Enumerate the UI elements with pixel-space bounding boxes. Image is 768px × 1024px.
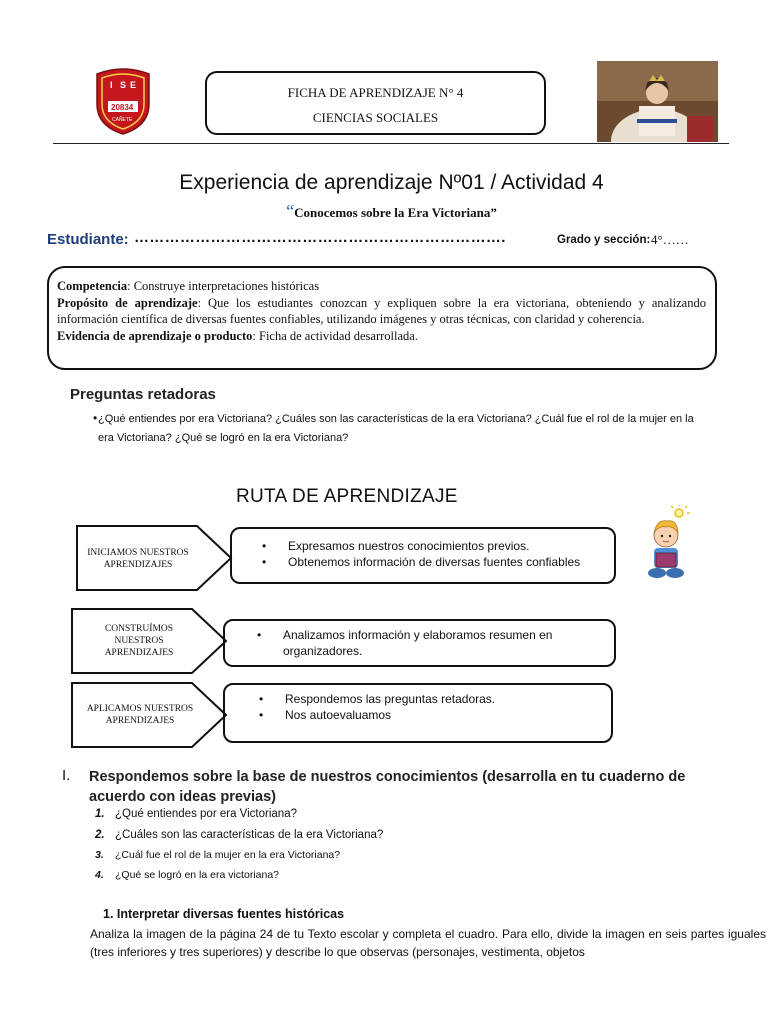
logo-letter-i: I [110, 80, 113, 90]
evidencia-label: Evidencia de aprendizaje o producto [57, 328, 253, 343]
step-1-item-1: • Expresamos nuestros conocimientos previos. [288, 538, 614, 554]
logo-city: CAÑETE [112, 117, 133, 123]
step-2-label: CONSTRUÍMOS NUESTROS APRENDIZAJES [104, 624, 174, 658]
question-2 [95, 829, 383, 841]
question-4-text: ¿Qué se logró en la era victoriana? [115, 869, 280, 881]
question-3 [95, 849, 340, 861]
logo-letter-e: E [130, 80, 137, 90]
school-logo [93, 68, 153, 136]
evidencia-line [57, 328, 706, 345]
competencia-box [47, 266, 717, 370]
question-2-text: ¿Cuáles son las características de la era Victoriana? [115, 829, 384, 841]
header-divider [53, 143, 729, 144]
lightbulb-icon [671, 505, 690, 517]
retadoras-title: Preguntas retadoras [70, 386, 216, 403]
step-3-label: APLICAMOS NUESTROS APRENDIZAJES [86, 704, 194, 726]
proposito-label: Propósito de aprendizaje [57, 295, 198, 310]
step-1-box [230, 527, 616, 584]
step-1-item-2: • Obtenemos información de diversas fuentes confiables [288, 554, 614, 570]
course-title: CIENCIAS SOCIALES [312, 110, 439, 125]
competencia-label: Competencia [57, 279, 128, 293]
section-1-title: Respondemos sobre la base de nuestros conocimientos (desarrolla en tu cuaderno de acuerdo con ideas previas) [89, 769, 686, 805]
evidencia-text: : Ficha de actividad desarrollada. [252, 328, 418, 343]
question-1 [95, 808, 297, 820]
step-3-item-1: • Respondemos las preguntas retadoras. [285, 691, 611, 707]
title-box [205, 71, 546, 135]
step-3-box [223, 683, 613, 743]
ruta-title: RUTA DE APRENDIZAJE [236, 486, 458, 507]
proposito-line [57, 295, 706, 328]
question-3-number: 3. [95, 849, 104, 861]
child-reading-illustration [645, 505, 693, 583]
subsection-1-title: 1. Interpretar diversas fuentes históricas [103, 907, 345, 921]
retadoras-text: ¿Qué entiendes por era Victoriana? ¿Cuáles son las características de la era Victoriana? ¿Cuál fue el rol de la mujer en la era Victoriana? ¿Qué se logró en la era Victoriana? [98, 413, 694, 444]
step-2-item-1: • Analizamos información y elaboramos resumen en organizadores. [283, 627, 583, 659]
competencia-line [57, 278, 706, 295]
logo-letter-s: S [120, 80, 127, 90]
question-4 [95, 869, 279, 881]
activity-subtitle [0, 201, 768, 222]
question-3-text: ¿Cuál fue el rol de la mujer en la era Victoriana? [115, 849, 341, 861]
step-1-label: INICIAMOS NUESTROS APRENDIZAJES [87, 548, 189, 570]
question-4-number: 4. [95, 869, 104, 881]
activity-subtitle-text: Conocemos sobre la Era Victoriana” [294, 205, 497, 220]
subsection-1-text: Analiza la imagen de la página 24 de tu Texto escolar y completa el cuadro. Para ello, divide la imagen en seis partes iguales (tres inferiores y tres superiores) y describe lo que observas (personajes, vestimenta, objetos [90, 927, 766, 959]
queen-victoria-portrait [597, 61, 718, 142]
step-2-box [223, 619, 616, 667]
subtitle-open-quote: “ [286, 201, 295, 221]
proposito-text: : Que los estudiantes conozcan y expliquen sobre la era victoriana, obteniendo y analizando información científica de diversas fuentes confiables, utilizando imágenes y otras técnicas, con claridad y coherencia. [57, 295, 706, 326]
question-1-number: 1. [95, 808, 105, 820]
retadoras-bullet: • [93, 411, 98, 425]
competencia-text: : Construye interpretaciones históricas [127, 279, 320, 293]
question-2-number: 2. [95, 829, 105, 841]
sheet-title: FICHA DE APRENDIZAJE N° 4 [287, 85, 464, 100]
student-label: Estudiante: [47, 231, 129, 248]
step-3-item-2: • Nos autoevaluamos [285, 707, 611, 723]
grade-value: 4°…… [651, 232, 689, 247]
question-1-text: ¿Qué entiendes por era Victoriana? [115, 808, 297, 820]
section-1-number: I. [62, 767, 71, 784]
logo-number: 20834 [111, 103, 134, 112]
student-name-blank: ………………………………………………………………. [134, 229, 506, 246]
grade-label: Grado y sección: [557, 234, 651, 246]
activity-title: Experiencia de aprendizaje Nº01 / Actividad 4 [179, 171, 604, 194]
